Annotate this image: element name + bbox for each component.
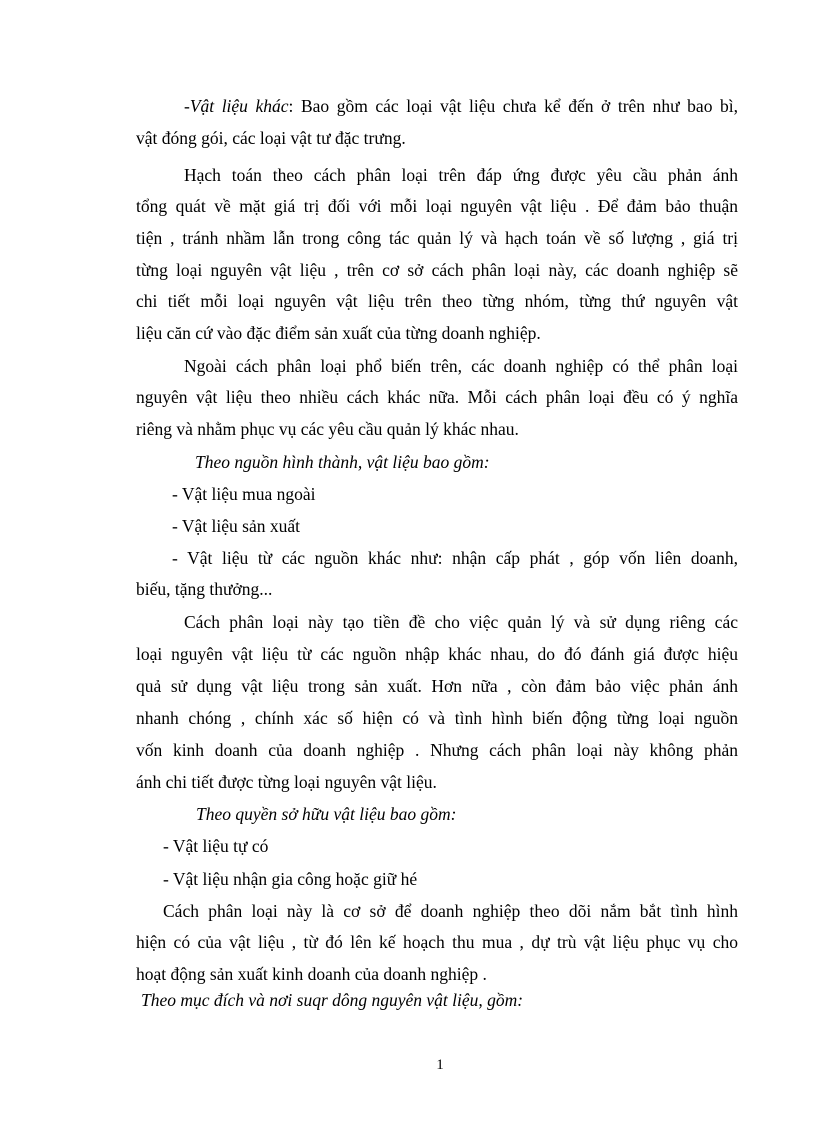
paragraph-line: nhanh chóng , chính xác số hiện có và tình hình biến động từng loại nguồn [136,708,738,728]
paragraph-line: riêng và nhằm phục vụ các yêu cầu quản lý khác nhau. [136,419,519,439]
section-heading: Theo mục đích và nơi suqr dông nguyên vật liệu, gồm: [141,990,524,1010]
page-number: 1 [436,1057,444,1073]
paragraph-line: liệu căn cứ vào đặc điểm sản xuất của từng doanh nghiệp. [136,323,541,343]
paragraph-line: Hạch toán theo cách phân loại trên đáp ứng được yêu cầu phản ánh [184,165,738,185]
paragraph-line: Cách phân loại này tạo tiền đề cho việc quản lý và sử dụng riêng các [184,612,738,632]
paragraph-line: ánh chi tiết được từng loại nguyên vật liệu. [136,772,437,792]
section-heading: Theo nguồn hình thành, vật liệu bao gồm: [195,452,490,472]
paragraph-line: từng loại nguyên vật liệu , trên cơ sở cách phân loại này, các doanh nghiệp sẽ [136,260,738,280]
paragraph-line: vật đóng gói, các loại vật tư đặc trưng. [136,128,406,148]
paragraph-line: chi tiết mỗi loại nguyên vật liệu trên theo từng nhóm, từng thứ nguyên vật [136,291,738,311]
paragraph-line: -Vật liệu khác: Bao gồm các loại vật liệu chưa kể đến ở trên như bao bì, [184,96,738,116]
paragraph-line: hoạt động sản xuất kinh doanh của doanh nghiệp . [136,964,487,984]
paragraph-line: tiện , tránh nhầm lẫn trong công tác quản lý và hạch toán về số lượng , giá trị [136,228,738,248]
paragraph-line: Ngoài cách phân loại phổ biến trên, các doanh nghiệp có thể phân loại [184,356,738,376]
paragraph-line: vốn kinh doanh của doanh nghiệp . Nhưng cách phân loại này không phản [136,740,738,760]
section-heading: Theo quyền sở hữu vật liệu bao gồm: [196,804,457,824]
paragraph-line: Cách phân loại này là cơ sở để doanh nghiệp theo dõi nắm bắt tình hình [163,901,738,921]
paragraph-line: loại nguyên vật liệu từ các nguồn nhập khác nhau, do đó đánh giá được hiệu [136,644,738,664]
paragraph-line: hiện có của vật liệu , từ đó lên kế hoạch thu mua , dự trù vật liệu phục vụ cho [136,932,738,952]
list-item: - Vật liệu tự có [163,836,269,856]
term-label: -Vật liệu khác [184,96,289,116]
list-item: - Vật liệu mua ngoài [172,484,316,504]
list-item: - Vật liệu nhận gia công hoặc giữ hé [163,869,418,889]
list-item: - Vật liệu từ các nguồn khác như: nhận cấp phát , góp vốn liên doanh, [172,548,738,568]
paragraph-line: tổng quát về mặt giá trị đối với mỗi loại nguyên vật liệu . Để đảm bảo thuận [136,196,738,216]
paragraph-line: nguyên vật liệu theo nhiều cách khác nữa. Mỗi cách phân loại đều có ý nghĩa [136,387,738,407]
paragraph-line: quả sử dụng vật liệu trong sản xuất. Hơn nữa , còn đảm bảo việc phản ánh [136,676,738,696]
list-item: - Vật liệu sản xuất [172,516,300,536]
list-item: biếu, tặng thưởng... [136,579,273,599]
